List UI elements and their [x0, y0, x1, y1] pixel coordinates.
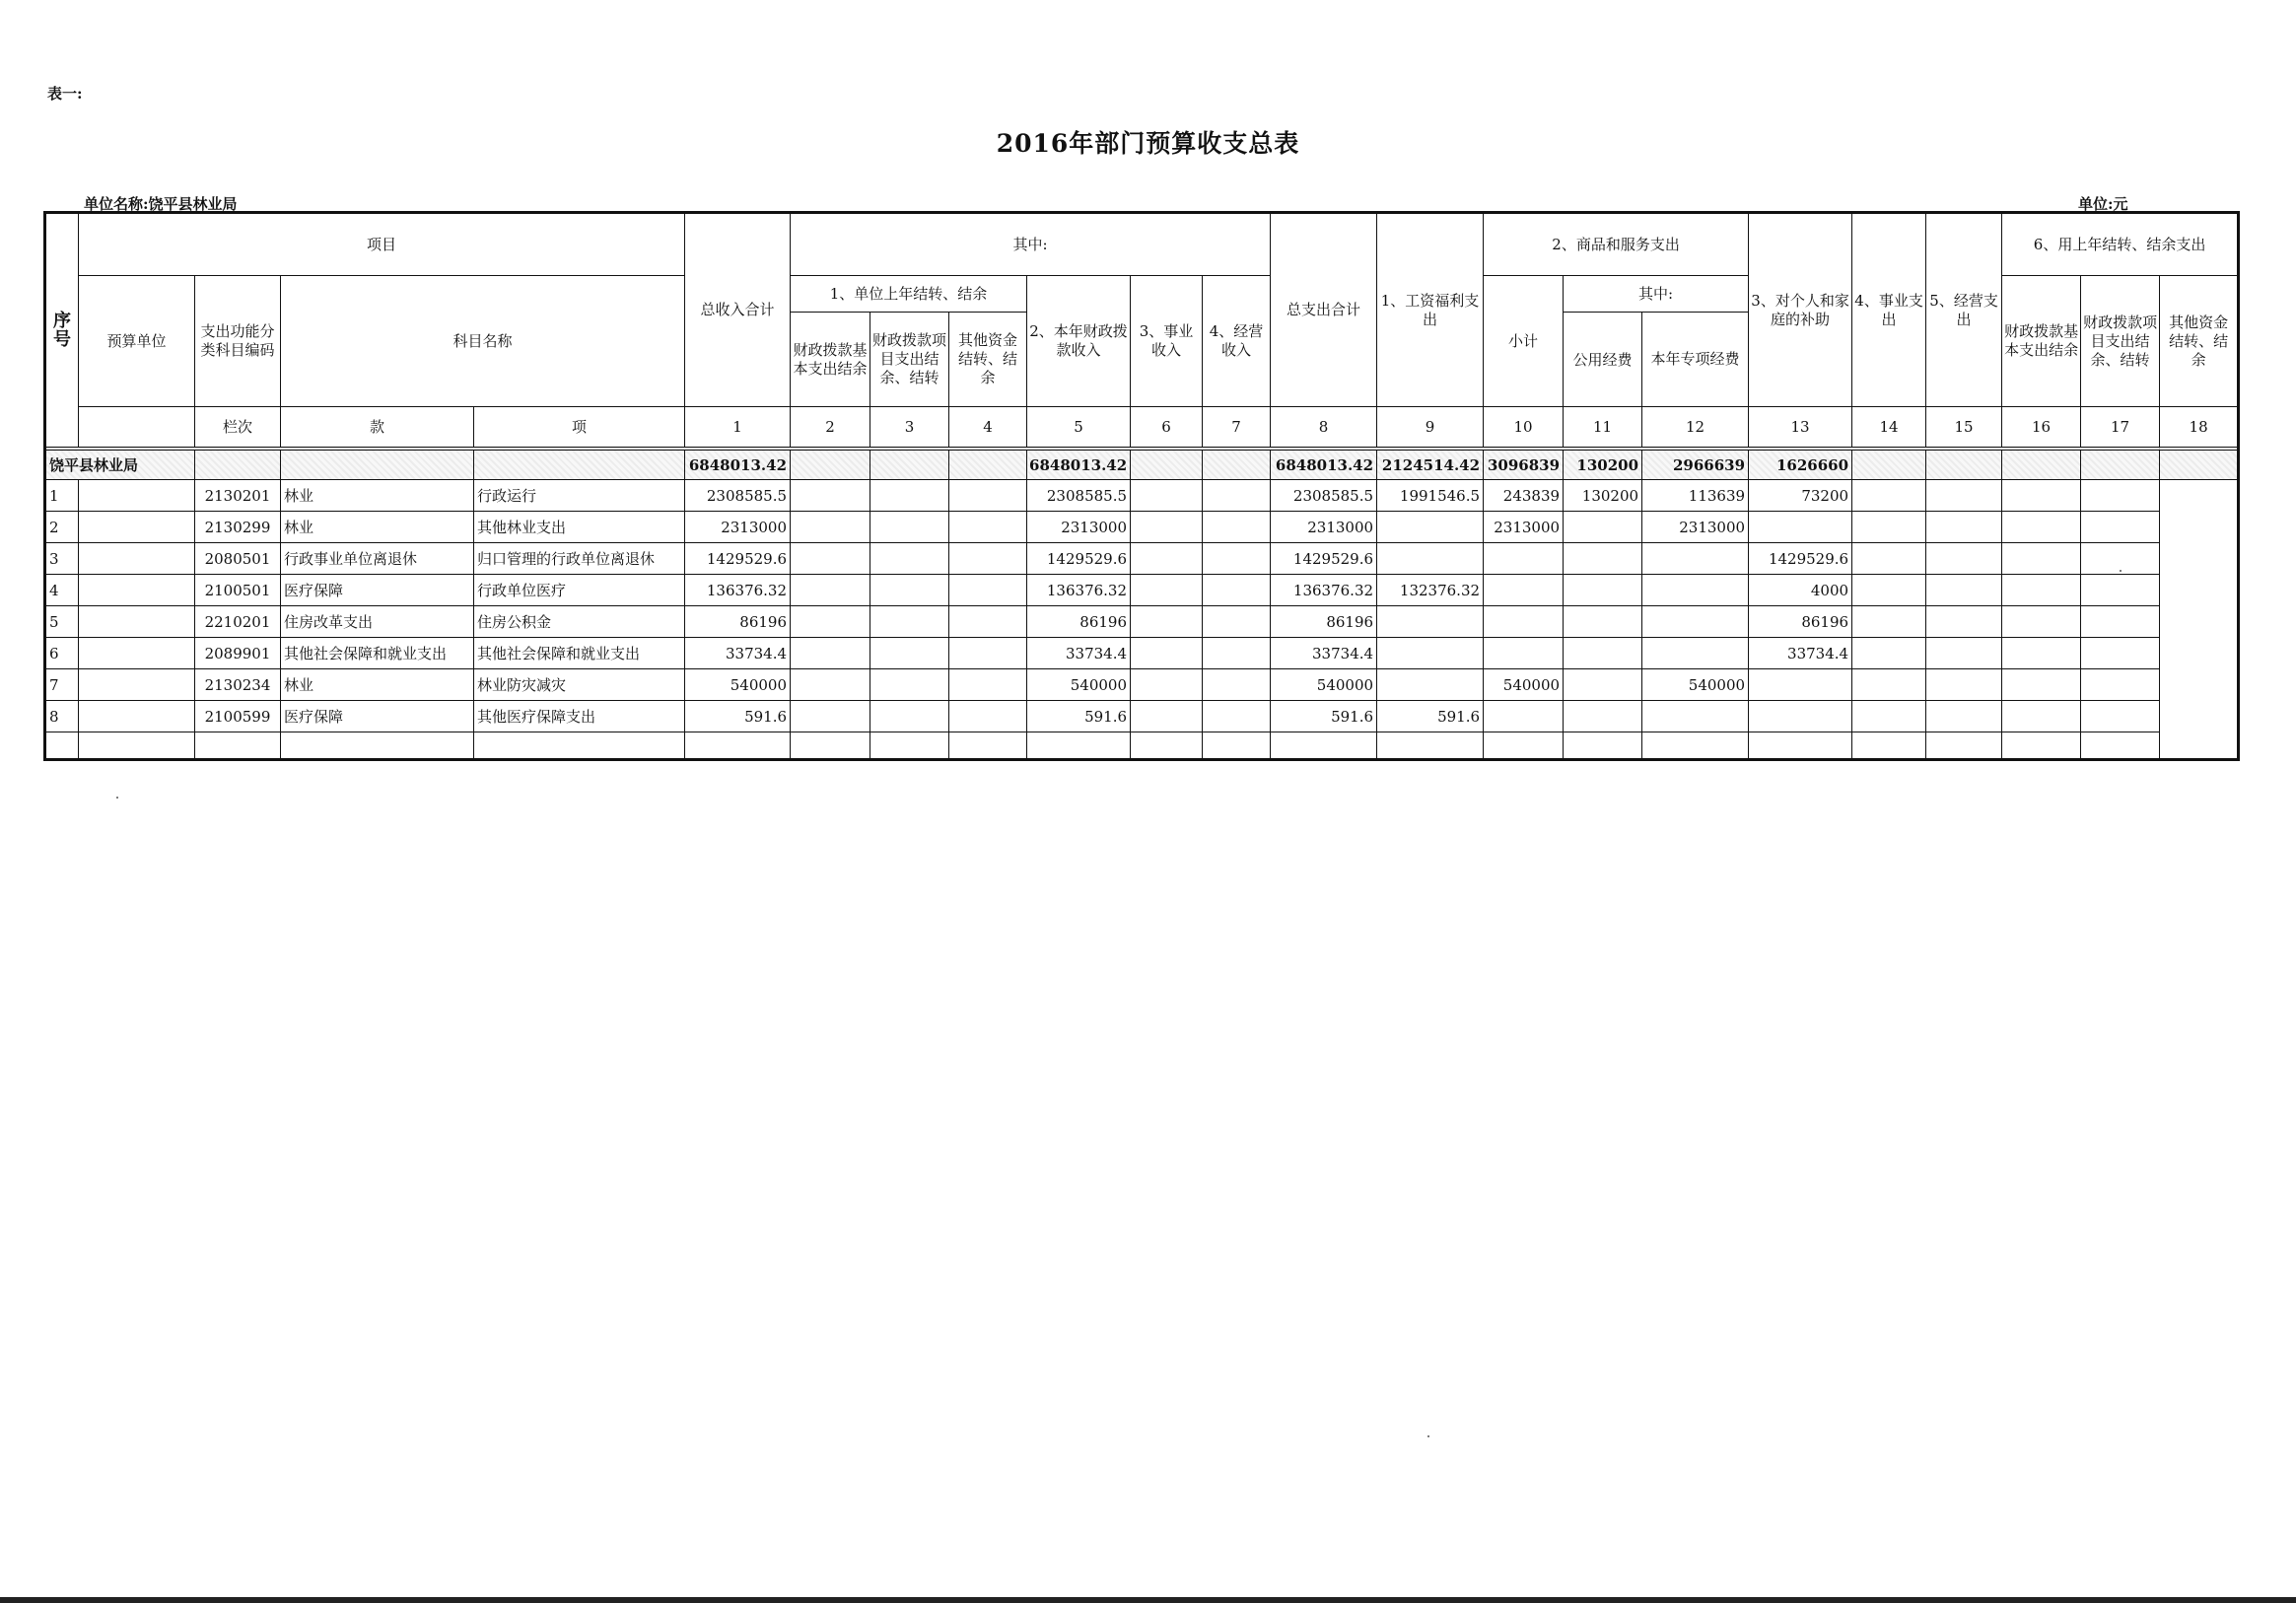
row-c14: [1852, 575, 1926, 606]
column-number: 8: [1271, 407, 1377, 448]
row-c12: 2313000: [1642, 512, 1749, 543]
row-xiang: 行政单位医疗: [474, 575, 685, 606]
unit-name-label: 单位名称:饶平县林业局: [84, 195, 238, 213]
total-c11: 130200: [1564, 451, 1642, 480]
row-seq: 4: [45, 575, 79, 606]
row-c8: 86196: [1271, 606, 1377, 638]
row-c4: [949, 480, 1027, 512]
column-seq-blank: [79, 407, 195, 448]
header-fiscal-project-surplus-2: 财政拨款项目支出结余、结转: [2081, 276, 2160, 407]
row-c8: 591.6: [1271, 701, 1377, 732]
unit-label: 单位:元: [2078, 195, 2128, 213]
row-c11: [1564, 669, 1642, 701]
row-c4: [949, 575, 1027, 606]
table-row: [45, 669, 2239, 701]
row-c12: [1642, 606, 1749, 638]
row-c8: 2313000: [1271, 512, 1377, 543]
total-c9: 2124514.42: [1377, 451, 1484, 480]
row-c13: [1749, 701, 1852, 732]
row-c13: 4000: [1749, 575, 1852, 606]
row-c12: [1642, 638, 1749, 669]
header-special-funds: 本年专项经费: [1642, 313, 1749, 407]
column-number: 18: [2160, 407, 2239, 448]
total-row: [45, 451, 2239, 480]
row-c11: [1564, 701, 1642, 732]
row-kuan: 医疗保障: [281, 575, 474, 606]
row-c9: 132376.32: [1377, 575, 1484, 606]
row-c13: [1749, 669, 1852, 701]
row-c2: [791, 638, 870, 669]
row-c16: [2002, 701, 2081, 732]
row-c15: [1926, 543, 2002, 575]
row-c13: [1749, 512, 1852, 543]
row-c16: [2002, 638, 2081, 669]
row-c2: [791, 512, 870, 543]
row-func-code: 2080501: [195, 543, 281, 575]
row-c14: [1852, 606, 1926, 638]
row-c10: [1484, 575, 1564, 606]
row-c3: [870, 575, 949, 606]
row-kuan: 医疗保障: [281, 701, 474, 732]
table-row: [45, 638, 2239, 669]
total-c13: 1626660: [1749, 451, 1852, 480]
row-c1: 540000: [685, 669, 791, 701]
row-c3: [870, 512, 949, 543]
column-number: 2: [791, 407, 870, 448]
row-seq: 2: [45, 512, 79, 543]
row-c14: [1852, 638, 1926, 669]
header-project: 项目: [79, 213, 685, 276]
row-c17: [2081, 606, 2160, 638]
row-c8: 33734.4: [1271, 638, 1377, 669]
row-c15: [1926, 669, 2002, 701]
table-row: [45, 512, 2239, 543]
row-c6: [1131, 606, 1203, 638]
row-c17: [2081, 480, 2160, 512]
column-number: 16: [2002, 407, 2081, 448]
header-of-which-2: 其中:: [1564, 276, 1749, 313]
header-other-funds-carryover: 其他资金结转、结余: [949, 313, 1027, 407]
header-row-1: [45, 213, 2239, 276]
row-budget-unit: [79, 512, 195, 543]
row-c6: [1131, 701, 1203, 732]
row-xiang: 林业防灾减灾: [474, 669, 685, 701]
row-c16: [2002, 543, 2081, 575]
column-seq-label: 栏次: [195, 407, 281, 448]
row-c14: [1852, 543, 1926, 575]
row-c2: [791, 669, 870, 701]
column-number: 3: [870, 407, 949, 448]
table-row: [45, 480, 2239, 512]
row-xiang: 行政运行: [474, 480, 685, 512]
row-c3: [870, 669, 949, 701]
row-c3: [870, 480, 949, 512]
row-c10: [1484, 543, 1564, 575]
row-c7: [1203, 480, 1271, 512]
row-c8: 2308585.5: [1271, 480, 1377, 512]
row-seq: 5: [45, 606, 79, 638]
row-seq: 1: [45, 480, 79, 512]
row-c10: [1484, 701, 1564, 732]
row-c12: 113639: [1642, 480, 1749, 512]
row-c14: [1852, 701, 1926, 732]
row-seq: 3: [45, 543, 79, 575]
row-c11: 130200: [1564, 480, 1642, 512]
row-c9: [1377, 606, 1484, 638]
row-xiang: 住房公积金: [474, 606, 685, 638]
row-c11: [1564, 512, 1642, 543]
row-c5: 591.6: [1027, 701, 1131, 732]
header-budget-unit: 预算单位: [79, 276, 195, 407]
row-c17: [2081, 512, 2160, 543]
row-c8: 136376.32: [1271, 575, 1377, 606]
header-prev-year-use: 6、用上年结转、结余支出: [2002, 213, 2239, 276]
budget-summary-table: [43, 211, 2240, 761]
header-func-code: 支出功能分类科目编码: [195, 276, 281, 407]
header-business-income: 3、事业收入: [1131, 276, 1203, 407]
row-c7: [1203, 669, 1271, 701]
row-c17: [2081, 575, 2160, 606]
row-c1: 86196: [685, 606, 791, 638]
row-c12: [1642, 543, 1749, 575]
row-c9: [1377, 543, 1484, 575]
row-c17: [2081, 701, 2160, 732]
row-func-code: 2089901: [195, 638, 281, 669]
row-c13: 73200: [1749, 480, 1852, 512]
row-c14: [1852, 480, 1926, 512]
total-c10: 3096839: [1484, 451, 1564, 480]
row-c12: [1642, 701, 1749, 732]
row-c7: [1203, 701, 1271, 732]
header-total-expenditure: 总支出合计: [1271, 213, 1377, 407]
row-c11: [1564, 543, 1642, 575]
row-c15: [1926, 480, 2002, 512]
row-func-code: 2130201: [195, 480, 281, 512]
row-c3: [870, 701, 949, 732]
header-goods-services: 2、商品和服务支出: [1484, 213, 1749, 276]
row-c2: [791, 543, 870, 575]
row-c5: 2308585.5: [1027, 480, 1131, 512]
header-current-fiscal-income: 2、本年财政拨款收入: [1027, 276, 1131, 407]
data-rows: [45, 480, 2239, 732]
row-c17: [2081, 638, 2160, 669]
row-c7: [1203, 543, 1271, 575]
row-budget-unit: [79, 575, 195, 606]
column-number: 1: [685, 407, 791, 448]
header-operating-income: 4、经营收入: [1203, 276, 1271, 407]
row-c4: [949, 638, 1027, 669]
row-c15: [1926, 512, 2002, 543]
row-c6: [1131, 543, 1203, 575]
total-c5: 6848013.42: [1027, 451, 1131, 480]
header-fiscal-project-surplus: 财政拨款项目支出结余、结转: [870, 313, 949, 407]
row-c4: [949, 543, 1027, 575]
column-number: 15: [1926, 407, 2002, 448]
row-c4: [949, 669, 1027, 701]
scan-edge: [0, 1597, 2296, 1603]
row-xiang: 归口管理的行政单位离退休: [474, 543, 685, 575]
header-of-which: 其中:: [791, 213, 1271, 276]
row-c9: 1991546.5: [1377, 480, 1484, 512]
column-xiang-label: 项: [474, 407, 685, 448]
table-label: 表一:: [47, 85, 83, 103]
row-c11: [1564, 638, 1642, 669]
header-public-funds: 公用经费: [1564, 313, 1642, 407]
row-c13: 1429529.6: [1749, 543, 1852, 575]
row-c15: [1926, 638, 2002, 669]
row-budget-unit: [79, 669, 195, 701]
row-c5: 136376.32: [1027, 575, 1131, 606]
row-c3: [870, 543, 949, 575]
row-c5: 540000: [1027, 669, 1131, 701]
row-c15: [1926, 606, 2002, 638]
row-xiang: 其他社会保障和就业支出: [474, 638, 685, 669]
row-kuan: 林业: [281, 480, 474, 512]
row-c15: [1926, 575, 2002, 606]
header-fiscal-basic-surplus-2: 财政拨款基本支出结余: [2002, 276, 2081, 407]
row-c10: [1484, 638, 1564, 669]
row-c4: [949, 606, 1027, 638]
row-seq: 8: [45, 701, 79, 732]
row-c10: [1484, 606, 1564, 638]
column-number: 12: [1642, 407, 1749, 448]
row-c9: [1377, 638, 1484, 669]
row-c13: 33734.4: [1749, 638, 1852, 669]
column-number: 5: [1027, 407, 1131, 448]
row-func-code: 2130299: [195, 512, 281, 543]
row-c6: [1131, 669, 1203, 701]
column-number: 10: [1484, 407, 1564, 448]
total-c12: 2966639: [1642, 451, 1749, 480]
row-budget-unit: [79, 480, 195, 512]
row-c6: [1131, 512, 1203, 543]
row-c5: 86196: [1027, 606, 1131, 638]
row-kuan: 林业: [281, 512, 474, 543]
row-c6: [1131, 575, 1203, 606]
row-c4: [949, 512, 1027, 543]
total-c8: 6848013.42: [1271, 451, 1377, 480]
row-c14: [1852, 669, 1926, 701]
header-subtotal: 小计: [1484, 276, 1564, 407]
row-xiang: 其他医疗保障支出: [474, 701, 685, 732]
row-budget-unit: [79, 543, 195, 575]
row-c8: 540000: [1271, 669, 1377, 701]
row-c4: [949, 701, 1027, 732]
row-seq: 7: [45, 669, 79, 701]
row-c15: [1926, 701, 2002, 732]
table-row: [45, 701, 2239, 732]
row-c11: [1564, 575, 1642, 606]
row-c16: [2002, 480, 2081, 512]
row-budget-unit: [79, 638, 195, 669]
row-c2: [791, 606, 870, 638]
column-number: 6: [1131, 407, 1203, 448]
header-fiscal-basic-surplus: 财政拨款基本支出结余: [791, 313, 870, 407]
header-total-income: 总收入合计: [685, 213, 791, 407]
row-c5: 33734.4: [1027, 638, 1131, 669]
column-number: 11: [1564, 407, 1642, 448]
row-func-code: 2100501: [195, 575, 281, 606]
row-c2: [791, 480, 870, 512]
column-number-row: [45, 407, 2239, 448]
row-func-code: 2210201: [195, 606, 281, 638]
column-number: 7: [1203, 407, 1271, 448]
row-c16: [2002, 575, 2081, 606]
row-c1: 591.6: [685, 701, 791, 732]
row-c9: [1377, 669, 1484, 701]
row-c1: 2313000: [685, 512, 791, 543]
row-c1: 33734.4: [685, 638, 791, 669]
row-c8: 1429529.6: [1271, 543, 1377, 575]
column-number: 17: [2081, 407, 2160, 448]
row-c16: [2002, 606, 2081, 638]
header-subject-name: 科目名称: [281, 276, 685, 407]
table-row: [45, 575, 2239, 606]
row-seq: 6: [45, 638, 79, 669]
row-c16: [2002, 669, 2081, 701]
row-c9: 591.6: [1377, 701, 1484, 732]
row-c12: [1642, 575, 1749, 606]
table-row: [45, 543, 2239, 575]
row-c13: 86196: [1749, 606, 1852, 638]
header-other-funds-carryover-2: 其他资金结转、结余: [2160, 276, 2239, 407]
row-kuan: 其他社会保障和就业支出: [281, 638, 474, 669]
row-budget-unit: [79, 606, 195, 638]
row-xiang: 其他林业支出: [474, 512, 685, 543]
row-c14: [1852, 512, 1926, 543]
row-c1: 2308585.5: [685, 480, 791, 512]
page-title: 2016年部门预算收支总表: [996, 129, 1300, 158]
column-number: 4: [949, 407, 1027, 448]
header-seq: 序号: [45, 213, 79, 448]
row-c17: [2081, 669, 2160, 701]
row-func-code: 2100599: [195, 701, 281, 732]
row-c5: 2313000: [1027, 512, 1131, 543]
row-c10: 540000: [1484, 669, 1564, 701]
header-business-expense: 4、事业支出: [1852, 213, 1926, 407]
row-c11: [1564, 606, 1642, 638]
row-c7: [1203, 606, 1271, 638]
row-c2: [791, 701, 870, 732]
column-kuan-label: 款: [281, 407, 474, 448]
row-func-code: 2130234: [195, 669, 281, 701]
table-row: [45, 606, 2239, 638]
total-c1: 6848013.42: [685, 451, 791, 480]
total-unit-name: 饶平县林业局: [45, 451, 195, 480]
column-number: 9: [1377, 407, 1484, 448]
row-c1: 1429529.6: [685, 543, 791, 575]
row-c7: [1203, 575, 1271, 606]
row-c10: 2313000: [1484, 512, 1564, 543]
row-kuan: 林业: [281, 669, 474, 701]
header-wages-welfare: 1、工资福利支出: [1377, 213, 1484, 407]
row-c7: [1203, 512, 1271, 543]
row-c12: 540000: [1642, 669, 1749, 701]
row-c16: [2002, 512, 2081, 543]
header-prev-year-carryover: 1、单位上年结转、结余: [791, 276, 1027, 313]
row-c6: [1131, 638, 1203, 669]
row-kuan: 行政事业单位离退休: [281, 543, 474, 575]
row-c9: [1377, 512, 1484, 543]
column-number: 14: [1852, 407, 1926, 448]
row-c3: [870, 638, 949, 669]
column-number: 13: [1749, 407, 1852, 448]
header-personal-subsidy: 3、对个人和家庭的补助: [1749, 213, 1852, 407]
row-kuan: 住房改革支出: [281, 606, 474, 638]
row-budget-unit: [79, 701, 195, 732]
row-c10: 243839: [1484, 480, 1564, 512]
row-c2: [791, 575, 870, 606]
blank-row: [45, 732, 2239, 760]
row-c5: 1429529.6: [1027, 543, 1131, 575]
row-c6: [1131, 480, 1203, 512]
row-c7: [1203, 638, 1271, 669]
row-c3: [870, 606, 949, 638]
header-operating-expense: 5、经营支出: [1926, 213, 2002, 407]
row-c1: 136376.32: [685, 575, 791, 606]
